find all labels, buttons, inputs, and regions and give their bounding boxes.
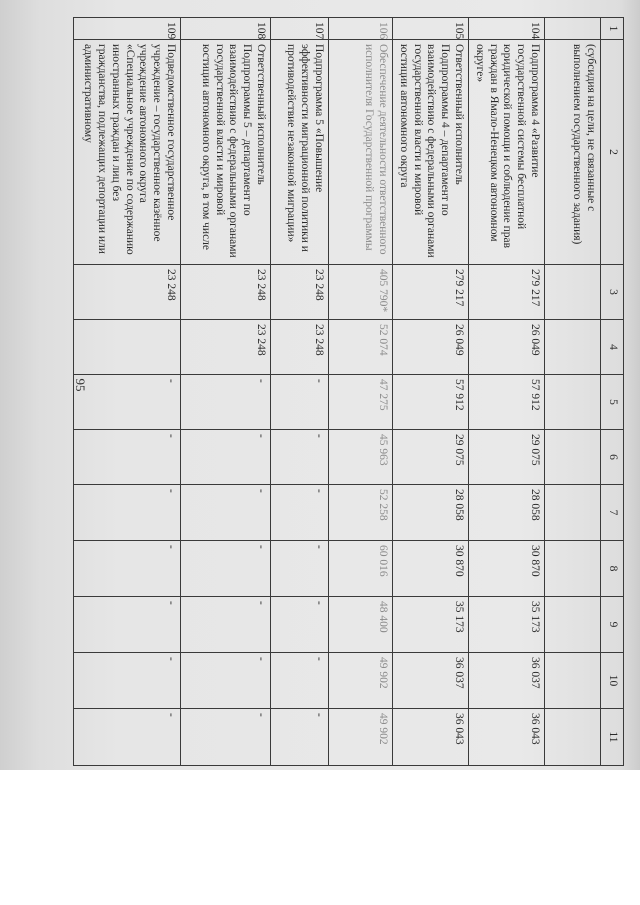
- header-cell: 9: [601, 597, 624, 653]
- cell-c10: 36 037: [393, 653, 469, 709]
- header-cell: 2: [601, 40, 624, 265]
- cell-c8: -: [74, 541, 181, 597]
- page-number: 95: [73, 378, 88, 392]
- cell-c5: 57 912: [393, 375, 469, 430]
- table-header-row: [601, 18, 624, 766]
- header-cell: 8: [601, 541, 624, 597]
- table-row: [469, 18, 545, 766]
- table-row: [545, 18, 601, 766]
- cell-c11: 49 902: [329, 709, 393, 766]
- row-name: Ответственный исполнитель Подпрограммы 5 – департамент по взаимодействию с федеральными органами государственной власти и мировой юстиции автономного округа, в том числе: [181, 40, 271, 265]
- cell-c10: -: [181, 653, 271, 709]
- header-cell: 10: [601, 653, 624, 709]
- cell-c9: [545, 597, 601, 653]
- table-row: [393, 18, 469, 766]
- cell-c4: 23 248: [181, 320, 271, 375]
- cell-c9: 48 400: [329, 597, 393, 653]
- cell-c11: -: [271, 709, 329, 766]
- row-id: 104: [469, 18, 545, 40]
- cell-c10: [545, 653, 601, 709]
- cell-c8: -: [271, 541, 329, 597]
- cell-c4: 26 049: [393, 320, 469, 375]
- cell-c6: 45 963: [329, 430, 393, 485]
- header-cell: 3: [601, 265, 624, 320]
- cell-c3: 23 248: [271, 265, 329, 320]
- cell-c3: [545, 265, 601, 320]
- row-id: 107: [271, 18, 329, 40]
- cell-c6: -: [74, 430, 181, 485]
- header-cell: 11: [601, 709, 624, 766]
- row-name: [74, 40, 181, 265]
- cell-c8: 60 016: [329, 541, 393, 597]
- cell-c4: 23 248: [271, 320, 329, 375]
- cell-c3: 405 790*: [329, 265, 393, 320]
- table-row: [181, 18, 271, 766]
- cell-c8: [545, 541, 601, 597]
- row-name-text: Подведомственное государственное учреждение – государственное казённое учреждение автономного округа «Специальное учреждение по содержанию иностранных граждан и лиц без гражданства, подлежащих депортации или административному: [82, 44, 178, 255]
- cell-c11: 36 043: [393, 709, 469, 766]
- cell-c5: -: [181, 375, 271, 430]
- cell-c7: -: [271, 485, 329, 541]
- cell-c5: -: [271, 375, 329, 430]
- row-id: 106: [329, 18, 393, 40]
- header-cell: 4: [601, 320, 624, 375]
- cell-c5: 57 912: [469, 375, 545, 430]
- cell-c11: [545, 709, 601, 766]
- cell-c8: 30 870: [393, 541, 469, 597]
- row-name: Подпрограмма 5 «Повышение эффективности миграционной политики и противодействие незаконной миграции»: [271, 40, 329, 265]
- cell-c4: [545, 320, 601, 375]
- row-name: Ответственный исполнитель Подпрограммы 4 – департамент по взаимодействию с федеральными органами государственной власти и мировой юстиции автономного округа: [393, 40, 469, 265]
- cell-c10: -: [271, 653, 329, 709]
- cell-c3: 279 217: [393, 265, 469, 320]
- cell-c7: 28 058: [393, 485, 469, 541]
- cell-c3: 23 248: [181, 265, 271, 320]
- cell-c10: -: [74, 653, 181, 709]
- row-id: 108: [181, 18, 271, 40]
- table-row: [74, 18, 181, 766]
- cell-c6: [545, 430, 601, 485]
- cell-c10: 36 037: [469, 653, 545, 709]
- cell-c7: 52 258: [329, 485, 393, 541]
- table-row: [271, 18, 329, 766]
- cell-c9: 35 173: [469, 597, 545, 653]
- cell-c7: 28 058: [469, 485, 545, 541]
- table-row: [329, 18, 393, 766]
- cell-c4: [74, 320, 181, 375]
- cell-c6: -: [271, 430, 329, 485]
- cell-c8: -: [181, 541, 271, 597]
- row-id: 109: [74, 18, 181, 40]
- cell-c9: -: [181, 597, 271, 653]
- cell-c7: [545, 485, 601, 541]
- cell-c11: 36 043: [469, 709, 545, 766]
- row-id: [545, 18, 601, 40]
- cell-c10: 49 902: [329, 653, 393, 709]
- cell-c9: 35 173: [393, 597, 469, 653]
- cell-c6: -: [181, 430, 271, 485]
- row-id: 105: [393, 18, 469, 40]
- row-name: Обеспечение деятельности ответственного исполнителя Государственной программы: [329, 40, 393, 265]
- cell-c7: -: [181, 485, 271, 541]
- cell-c8: 30 870: [469, 541, 545, 597]
- cell-c4: 26 049: [469, 320, 545, 375]
- cell-c5: -: [74, 375, 181, 430]
- header-cell: 1: [601, 18, 624, 40]
- cell-c5: 47 275: [329, 375, 393, 430]
- cell-c3: 279 217: [469, 265, 545, 320]
- row-name: (субсидия на цели, не связанные с выполнением государственного задания): [545, 40, 601, 265]
- cell-c6: 29 075: [393, 430, 469, 485]
- cell-c6: 29 075: [469, 430, 545, 485]
- cell-c5: [545, 375, 601, 430]
- rotated-table-wrapper: [80, 17, 624, 765]
- cell-c7: -: [74, 485, 181, 541]
- header-cell: 5: [601, 375, 624, 430]
- header-cell: 7: [601, 485, 624, 541]
- cell-c9: -: [271, 597, 329, 653]
- cell-c11: -: [74, 709, 181, 766]
- cell-c9: -: [74, 597, 181, 653]
- cell-c11: -: [181, 709, 271, 766]
- cell-c4: 52 074: [329, 320, 393, 375]
- header-cell: 6: [601, 430, 624, 485]
- budget-table: [73, 17, 624, 766]
- row-name: Подпрограмма 4 «Развитие государственной системы бесплатной юридической помощи и соблюдение прав граждан в Ямало-Ненецком автономном округе»: [469, 40, 545, 265]
- cell-c3: 23 248: [74, 265, 181, 320]
